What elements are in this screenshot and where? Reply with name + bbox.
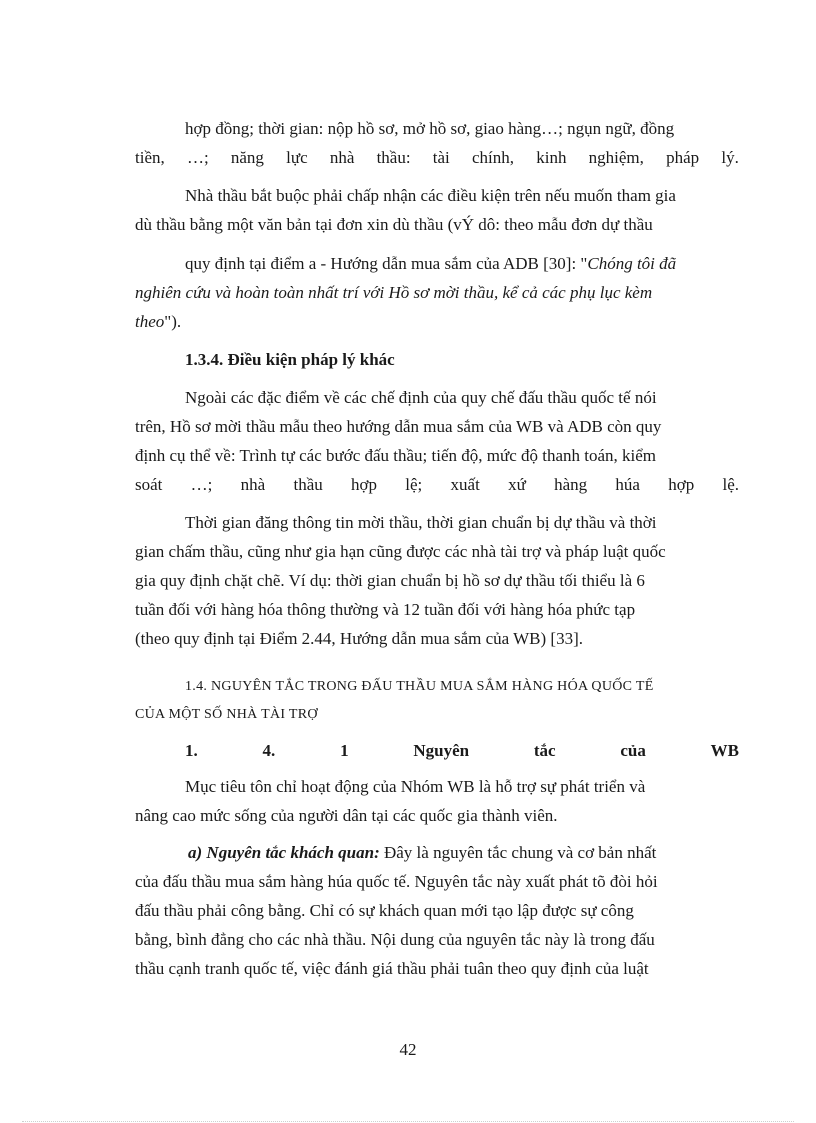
section-heading-1-3-4: 1.3.4. Điều kiện pháp lý khác — [185, 350, 395, 369]
paragraph-5-line-2: nâng cao mức sống của người dân tại các quốc gia thành viên. — [135, 806, 558, 825]
paragraph-3-line-2: trên, Hồ sơ mời thầu mẫu theo hướng dẫn mua sắm của WB và ADB còn quy — [135, 417, 662, 436]
paragraph-6-line-5: thầu cạnh tranh quốc tế, việc đánh giá thầu phải tuân theo quy định của luật — [135, 959, 649, 978]
paragraph-2-line-4: nghiên cứu và hoàn toàn nhất trí với Hồ sơ mời thầu, kể cả các phụ lục kèm — [135, 283, 653, 302]
paragraph-3-line-3: định cụ thể về: Trình tự các bước đấu thầu; tiến độ, mức độ thanh toán, kiểm — [135, 446, 657, 465]
paragraph-3-line-1: Ngoài các đặc điểm về các chế định của quy chế đấu thầu quốc tế nói — [185, 388, 657, 407]
section-heading-1-4-line-2: CỦA MỘT SỐ NHÀ TÀI TRỢ — [135, 707, 318, 722]
paragraph-4-line-2: gian chấm thầu, cũng như gia hạn cũng được các nhà tài trợ và pháp luật quốc — [135, 542, 666, 561]
section-heading-1-4-1: 1. 4. 1 Nguyên tắc của WB — [185, 741, 739, 760]
paragraph-2-line-2: dù thầu bằng một văn bản tại đơn xin dù thầu (vÝ dô: theo mẫu đơn dự thầu — [135, 215, 653, 234]
paragraph-1-line-2: tiền, …; năng lực nhà thầu: tài chính, kinh nghiệm, pháp lý. — [135, 148, 739, 167]
paragraph-4-line-3: gia quy định chặt chẽ. Ví dụ: thời gian chuẩn bị hồ sơ dự thầu tối thiểu là 6 — [135, 571, 645, 590]
paragraph-3-line-4: soát …; nhà thầu hợp lệ; xuất xứ hàng húa hợp lệ. — [135, 475, 739, 494]
paragraph-2-line-5: theo"). — [135, 312, 182, 331]
paragraph-6-line-1: a) Nguyên tắc khách quan: Đây là nguyên tắc chung và cơ bản nhất — [188, 843, 657, 862]
paragraph-4-line-1: Thời gian đăng thông tin mời thầu, thời gian chuẩn bị dự thầu và thời — [185, 513, 657, 532]
page-bottom-divider — [22, 1121, 794, 1122]
paragraph-4-line-4: tuần đối với hàng hóa thông thường và 12 tuần đối với hàng hóa phức tạp — [135, 600, 636, 619]
paragraph-6-line-3: đấu thầu phải công bằng. Chỉ có sự khách quan mới tạo lập được sự công — [135, 901, 634, 920]
paragraph-2-line-1: Nhà thầu bắt buộc phải chấp nhận các điều kiện trên nếu muốn tham gia — [185, 186, 676, 205]
section-heading-1-4-line-1: 1.4. NGUYÊN TẮC TRONG ĐẤU THẦU MUA SẮM HÀNG HÓA QUỐC TẾ — [185, 679, 654, 694]
paragraph-5-line-1: Mục tiêu tôn chỉ hoạt động của Nhóm WB là hỗ trợ sự phát triển và — [185, 777, 646, 796]
page-number: 42 — [399, 1040, 417, 1059]
paragraph-6-line-2: của đấu thầu mua sắm hàng húa quốc tế. Nguyên tắc này xuất phát tõ đòi hỏi — [135, 872, 658, 891]
paragraph-4-line-5: (theo quy định tại Điểm 2.44, Hướng dẫn mua sắm của WB) [33]. — [135, 629, 583, 648]
paragraph-6-line-4: bằng, bình đẳng cho các nhà thầu. Nội dung của nguyên tắc này là trong đấu — [135, 930, 655, 949]
paragraph-1-line-1: hợp đồng; thời gian: nộp hồ sơ, mở hồ sơ, giao hàng…; ngụn ngữ, đồng — [185, 119, 675, 138]
paragraph-2-line-3: quy định tại điểm a - Hướng dẫn mua sắm của ADB [30]: "Chóng tôi đã — [185, 254, 677, 273]
